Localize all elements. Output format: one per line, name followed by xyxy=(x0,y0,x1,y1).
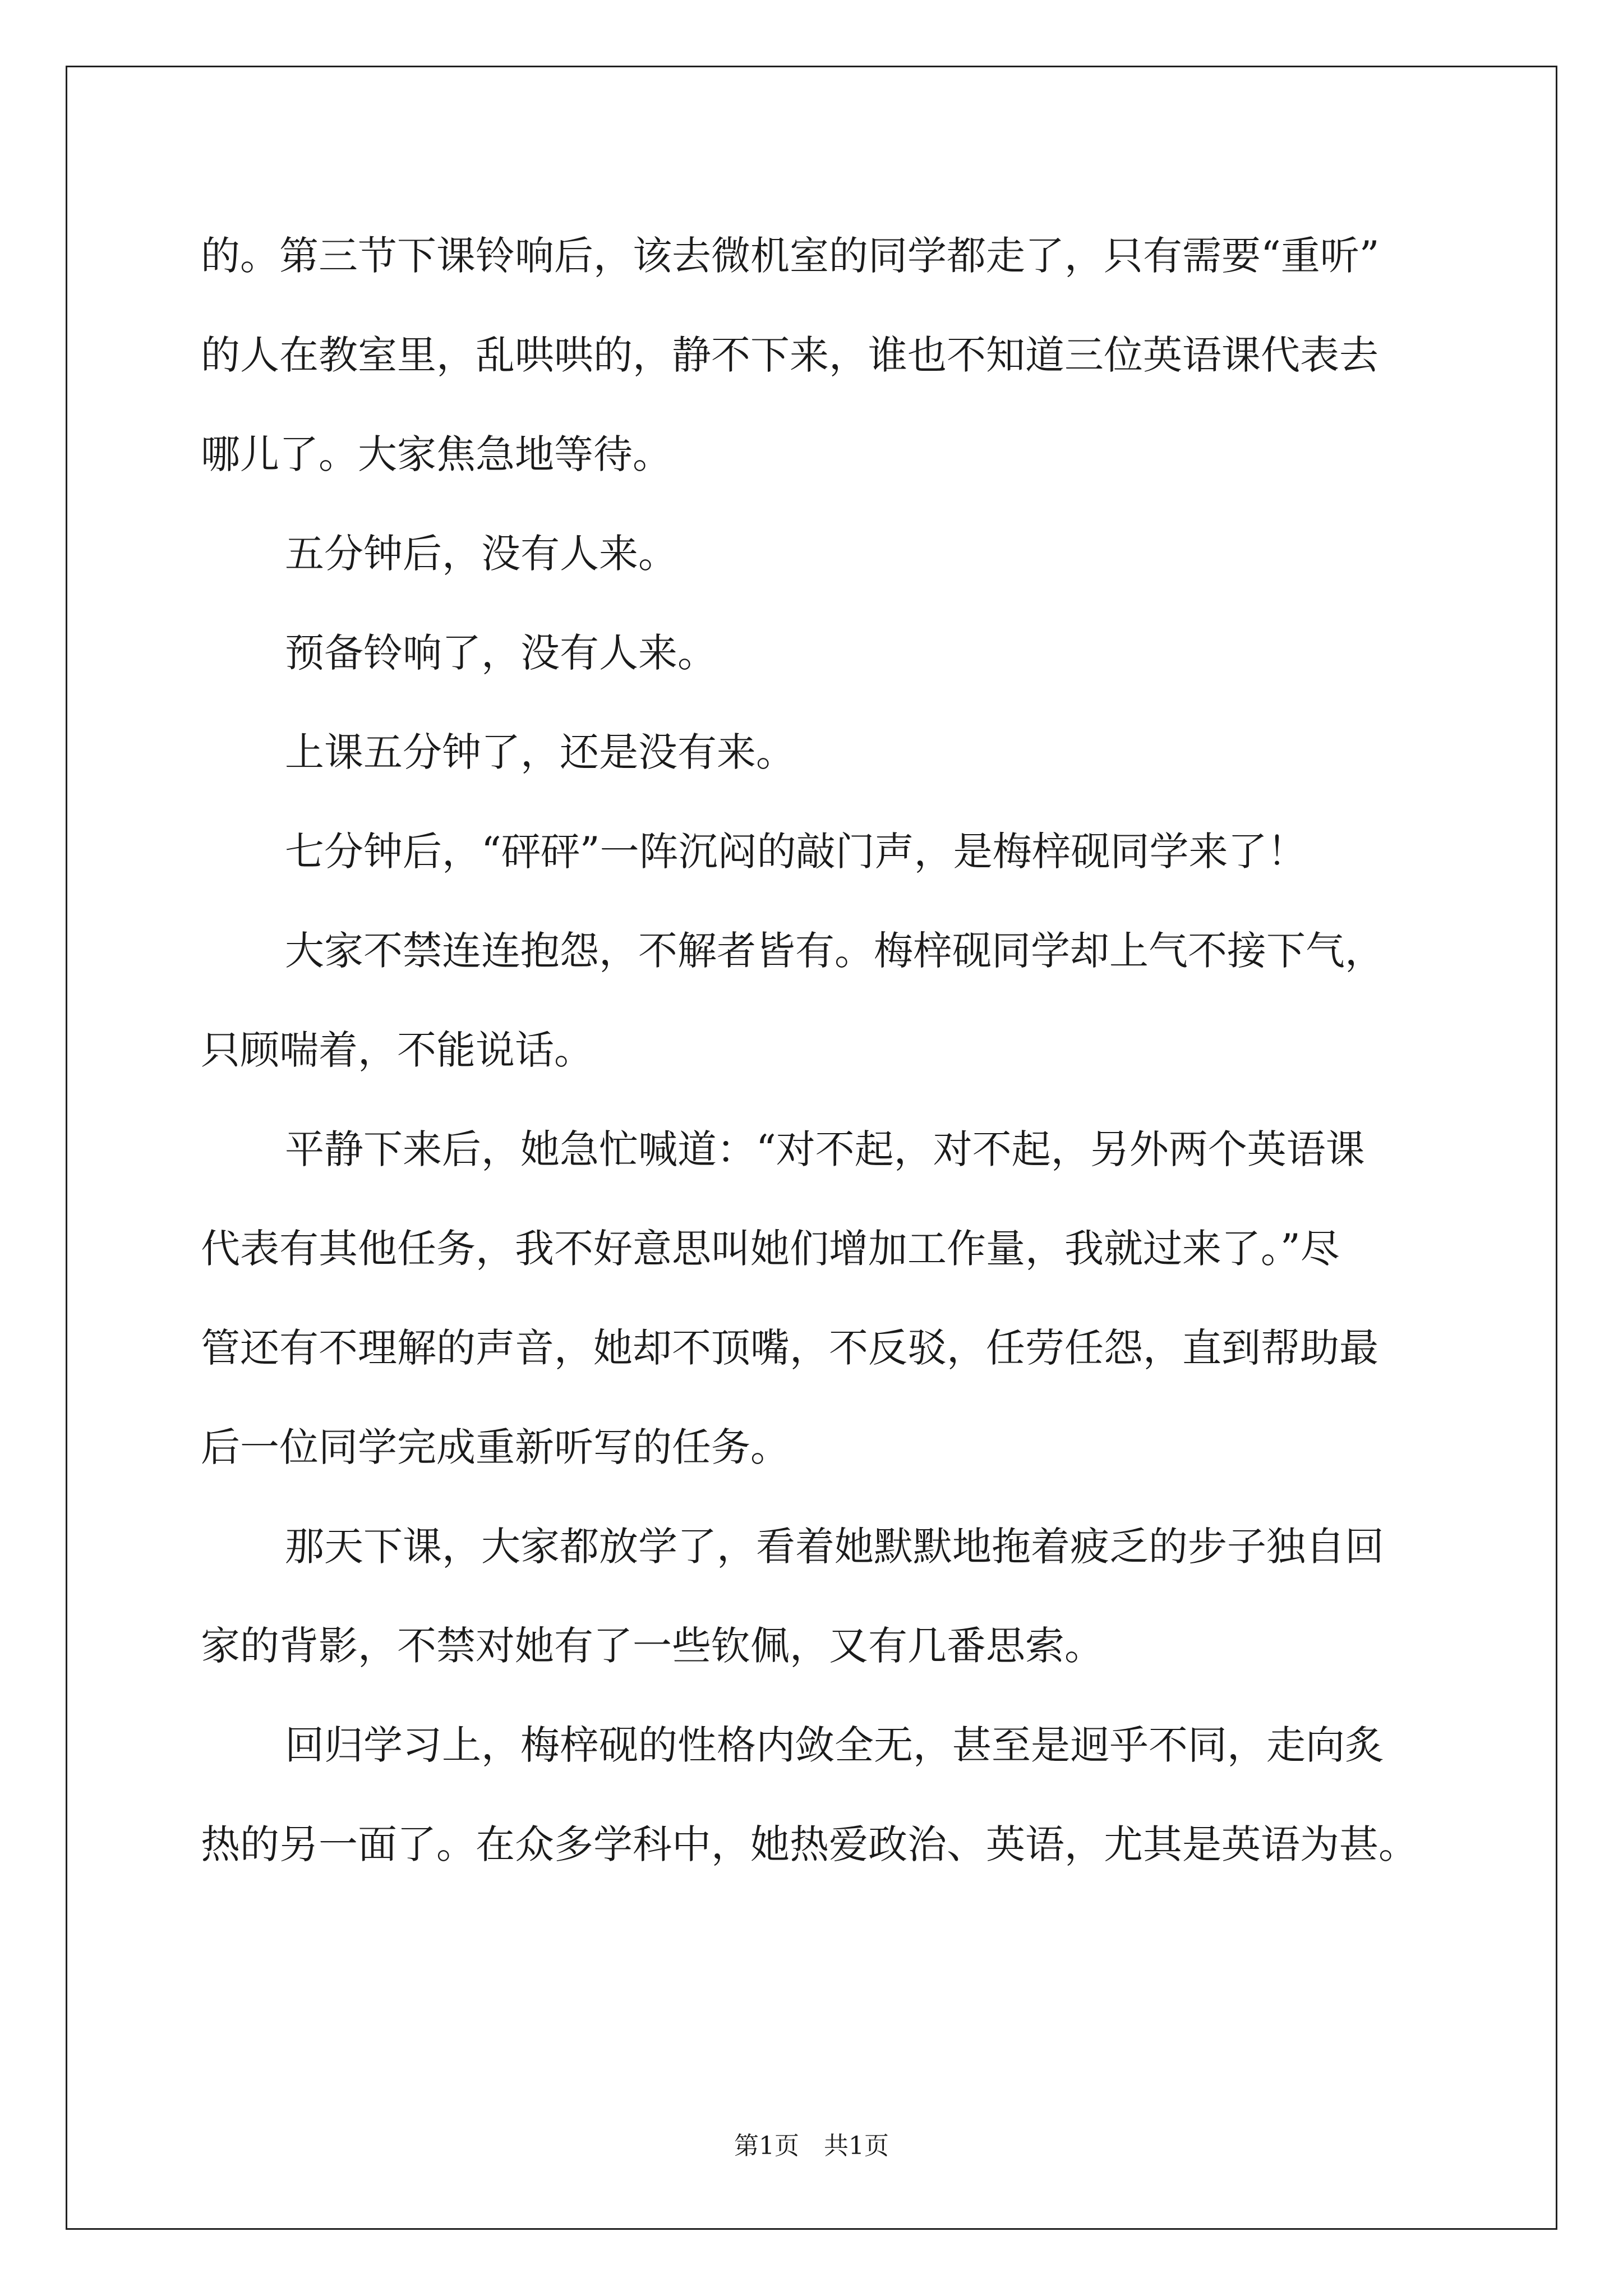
paragraph-8 xyxy=(201,1497,1435,1596)
line: 后一位同学完成重新听写的任务。 xyxy=(201,1424,790,1470)
line: 回归学习上，梅梓砚的性格内敛全无，甚至是迥乎不同，走向炙 xyxy=(285,1722,1384,1768)
paragraph-2 xyxy=(201,504,1435,604)
paragraph-7 xyxy=(201,1100,1435,1199)
line: 的人在教室里，乱哄哄的，静不下来，谁也不知道三位英语课代表去 xyxy=(201,332,1378,378)
paragraph-7-cont xyxy=(201,1199,1435,1497)
line: 上课五分钟了，还是没有来。 xyxy=(285,729,795,775)
page-number-label: 第1页 共1页 xyxy=(734,2132,889,2160)
line: 大家不禁连连抱怨，不解者皆有。梅梓砚同学却上气不接下气， xyxy=(285,928,1384,974)
line: 只顾喘着，不能说话。 xyxy=(201,1027,593,1073)
paragraph-4 xyxy=(201,703,1435,802)
paragraph-6-cont xyxy=(201,1001,1435,1100)
line: 热的另一面了。在众多学科中，她热爱政治、英语，尤其是英语为甚。 xyxy=(201,1821,1418,1867)
paragraph-1 xyxy=(201,206,1435,504)
line: 平静下来后，她急忙喊道：“对不起，对不起，另外两个英语课 xyxy=(285,1126,1365,1172)
paragraph-8-cont xyxy=(201,1596,1435,1696)
paragraph-6 xyxy=(201,901,1435,1001)
paragraph-5 xyxy=(201,802,1435,901)
line: 五分钟后，没有人来。 xyxy=(285,531,677,577)
line: 预备铃响了，没有人来。 xyxy=(285,630,717,676)
document-body xyxy=(201,206,1435,1894)
line: 那天下课，大家都放学了，看着她默默地拖着疲乏的步子独自回 xyxy=(285,1524,1384,1570)
paragraph-9-cont xyxy=(201,1795,1435,1894)
line: 管还有不理解的声音，她却不顶嘴，不反驳，任劳任怨，直到帮助最 xyxy=(201,1325,1378,1371)
paragraph-3 xyxy=(201,604,1435,703)
line: 家的背影，不禁对她有了一些钦佩，又有几番思索。 xyxy=(201,1623,1104,1669)
line: 七分钟后，“砰砰”一阵沉闷的敲门声，是梅梓砚同学来了！ xyxy=(285,829,1307,875)
page-footer xyxy=(0,2129,1623,2163)
paragraph-9 xyxy=(201,1696,1435,1795)
line: 代表有其他任务，我不好意思叫她们增加工作量，我就过来了。”尽 xyxy=(201,1226,1340,1272)
line: 的。第三节下课铃响后，该去微机室的同学都走了，只有需要“重听” xyxy=(201,233,1380,279)
line: 哪儿了。大家焦急地等待。 xyxy=(201,431,672,477)
